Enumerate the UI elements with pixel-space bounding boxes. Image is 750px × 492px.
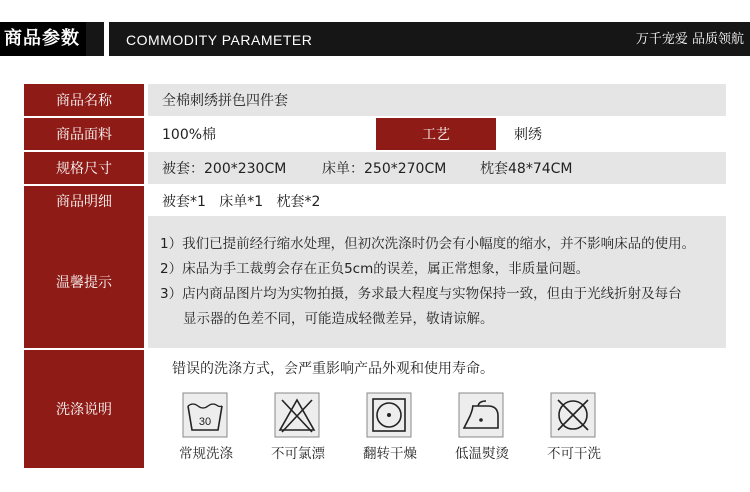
- notice-item: 2）床品为手工裁剪会存在正负5cm的误差，属正常想象，非质量问题。: [160, 261, 590, 277]
- wash-label-iron: 低温熨烫: [455, 446, 509, 462]
- wash-icons: [148, 388, 728, 474]
- wash-label-no-dry-clean: 不可干洗: [547, 446, 601, 462]
- wash-item-normal: [156, 388, 256, 474]
- row-label-craft: 工艺: [376, 118, 496, 150]
- table-row-detail: [24, 186, 726, 216]
- spec-quilt: 被套：200*230CM: [162, 161, 287, 177]
- row-label-wash: 洗涤说明: [24, 350, 144, 468]
- wash-30-icon: [182, 392, 228, 438]
- notice-item: 显示器的色差不同，可能造成轻微差异，敬请谅解。: [183, 311, 494, 327]
- wash-item-no-dry-clean: [524, 388, 624, 474]
- row-value-craft: 刺绣: [514, 127, 542, 143]
- no-bleach-icon: [274, 392, 320, 438]
- wash-label-no-bleach: 不可氯漂: [271, 446, 325, 462]
- spec-sheet: 床单：250*270CM: [322, 161, 447, 177]
- table-row-notice: [24, 216, 726, 348]
- row-value-fabric: 100%棉: [148, 118, 726, 150]
- row-value-name: 全棉刺绣拼色四件套: [148, 84, 726, 116]
- row-value-detail: 被套*1 床单*1 枕套*2: [148, 186, 726, 216]
- table-row-spec: [24, 152, 726, 184]
- wash-temp: 30: [198, 416, 212, 428]
- tumble-dry-icon: [366, 392, 412, 438]
- wash-label-tumble: 翻转干燥: [363, 446, 417, 462]
- brand-slogan: 万千宠爱 品质领航: [635, 32, 744, 47]
- row-label-notice: 温馨提示: [24, 216, 144, 348]
- notice-item: 1）我们已提前经行缩水处理，但初次洗涤时仍会有小幅度的缩水，并不影响床品的使用。: [160, 236, 696, 252]
- row-value-notice: [148, 216, 726, 348]
- row-label-name: 商品名称: [24, 84, 144, 116]
- table-row-fabric: [24, 118, 726, 150]
- wash-item-iron: [432, 388, 532, 474]
- no-dry-clean-icon: [550, 392, 596, 438]
- wash-item-no-bleach: [248, 388, 348, 474]
- section-header: [0, 22, 750, 56]
- notice-item: 3）店内商品图片均为实物拍摄，务求最大程度与实物保持一致，但由于光线折射及每台: [160, 286, 682, 302]
- row-label-fabric: 商品面料: [24, 118, 144, 150]
- wash-item-tumble: [340, 388, 440, 474]
- section-title-en: COMMODITY PARAMETER: [126, 32, 313, 48]
- row-value-spec: [148, 152, 726, 184]
- wash-label-normal: 常规洗涤: [179, 446, 233, 462]
- low-iron-icon: [458, 392, 504, 438]
- wash-warning: 错误的洗涤方式，会严重影响产品外观和使用寿命。: [172, 361, 494, 377]
- table-row-wash: [24, 350, 726, 468]
- row-label-spec: 规格尺寸: [24, 152, 144, 184]
- section-title-cn: 商品参数: [0, 22, 86, 56]
- spec-pillow: 枕套48*74CM: [480, 161, 573, 177]
- row-label-detail: 商品明细: [24, 186, 144, 216]
- header-divider: [104, 22, 109, 56]
- table-row-name: [24, 84, 726, 116]
